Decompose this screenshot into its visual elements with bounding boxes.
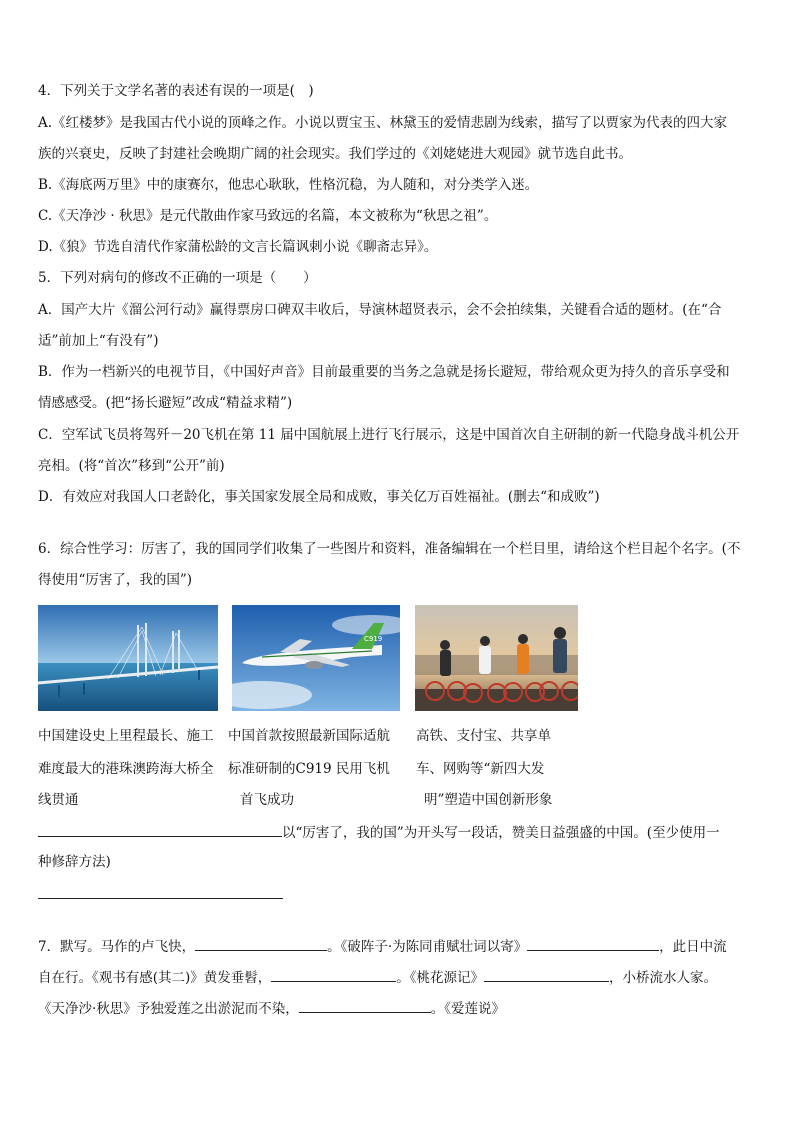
q5-option-c-line2: 亮相。(将“首次”移到“公开”前) [38,458,225,474]
q4-option-a-line2: 族的兴衰史，反映了封建社会晚期广阔的社会现实。我们学过的《刘姥姥进大观园》就节选自此书。 [38,146,632,162]
q7-blank-4[interactable] [484,968,609,982]
q7-text-1: 7．默写。马作的卢飞快， [38,939,196,955]
q6-prompt-line2: 种修辞方法) [38,854,111,870]
q5-option-a-line2: 适”前加上“有没有”) [38,333,159,349]
caption-plane-line3: 首飞成功 [240,792,294,808]
q7-text-2: 。《破阵子·为陈同甫赋壮词以寄》 [327,939,528,955]
q6-prompt-line1 [38,823,720,841]
q4-option-a-line1: A.《红楼梦》是我国古代小说的顶峰之作。小说以贾宝玉、林黛玉的爱情悲剧为线索，描写了以贾家为代表的四大家 [38,115,728,131]
caption-bridge-line3: 线贯通 [38,792,79,808]
q7-text-4: 自在行。《观书有感(其二)》黄发垂髫， [38,970,272,986]
cyclists-photo [415,605,578,711]
caption-innovation-line1: 高铁、支付宝、共享单 [416,728,551,744]
q7-line2 [38,968,717,986]
q7-text-3: ，此日中流 [659,939,727,955]
q7-blank-5[interactable] [299,999,431,1013]
caption-bridge-line2: 难度最大的港珠澳跨海大桥全 [38,761,214,777]
q4-option-b: B.《海底两万里》中的康赛尔，他忠心耿耿，性格沉稳，为人随和，对分类学入迷。 [38,177,539,193]
q6-prompt-text: 以“厉害了，我的国”为开头写一段话，赞美日益强盛的中国。(至少使用一 [282,825,720,841]
q5-option-b-line1: B．作为一档新兴的电视节目，《中国好声音》目前最重要的当务之急就是扬长避短，带给观众更为持久的音乐享受和 [38,364,730,380]
caption-bridge-line1: 中国建设史上里程最长、施工 [38,728,214,744]
caption-innovation-line2: 车、网购等“新四大发 [416,761,545,777]
q5-stem: 5．下列对病句的修改不正确的一项是（ ） [38,270,317,286]
q4-stem: 4．下列关于文学名著的表述有误的一项是( ) [38,83,314,99]
q7-line3 [38,999,505,1017]
q7-blank-1[interactable] [195,937,327,951]
plane-tail-label: C919 [364,635,383,643]
q5-option-a-line1: A．国产大片《溜公河行动》赢得票房口碑双丰收后，导演林超贤表示，会不会拍续集，关键看合适的题材。(在“合 [38,302,722,318]
q6-stem-line1: 6．综合性学习：厉害了，我的国同学们收集了一些图片和资料，准备编辑在一个栏目里，请给这个栏目起个名字。(不 [38,541,741,557]
q4-option-c: C.《天净沙 · 秋思》是元代散曲作家马致远的名篇，本文被称为“秋思之祖”。 [38,208,498,224]
q5-option-b-line2: 情感感受。(把“扬长避短”改成“精益求精”) [38,395,293,411]
q7-blank-3[interactable] [271,968,396,982]
q7-text-6: ，小桥流水人家。 [609,970,718,986]
q7-line1 [38,937,727,955]
caption-plane-line2: 标准研制的C919 民用飞机 [228,761,390,777]
answer-line-paragraph[interactable] [38,898,283,899]
q7-blank-2[interactable] [527,937,659,951]
airplane-photo [232,605,400,711]
q5-option-c-line1: C．空军试飞员将驾歼－20飞机在第 11 届中国航展上进行飞行展示，这是中国首次自主研制的新一代隐身战斗机公开 [38,427,740,443]
answer-blank-title[interactable] [38,823,282,837]
caption-innovation-line3: 明”塑造中国创新形象 [424,792,553,808]
q6-stem-line2: 得使用“厉害了，我的国”) [38,572,193,588]
q7-text-7: 《天净沙·秋思》予独爱莲之出淤泥而不染， [38,1001,299,1017]
bridge-photo [38,605,218,711]
q4-option-d: D.《狼》节选自清代作家蒲松龄的文言长篇讽刺小说《聊斋志异》。 [38,239,438,255]
q7-text-8: 。《爱莲说》 [430,1001,506,1017]
q7-text-5: 。《桃花源记》 [396,970,485,986]
q5-option-d: D．有效应对我国人口老龄化，事关国家发展全局和成败，事关亿万百姓福祉。(删去“和成败”) [38,489,600,505]
caption-plane-line1: 中国首款按照最新国际适航 [228,728,390,744]
